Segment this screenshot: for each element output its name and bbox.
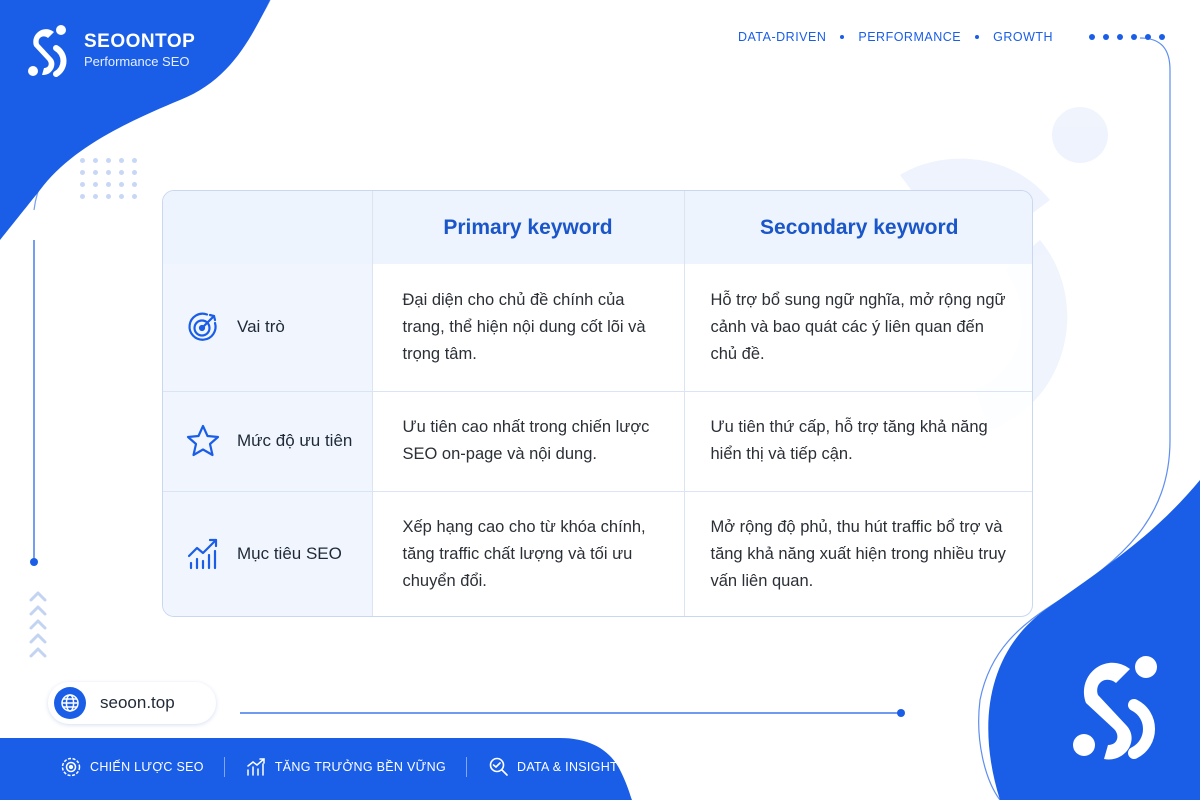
header-empty — [163, 191, 372, 264]
cell-secondary-muc-tieu-seo: Mở rộng độ phủ, thu hút traffic bổ trợ và tăng khả năng xuất hiện trong nhiều truy vấn liên quan. — [710, 517, 1006, 590]
header-primary-keyword: Primary keyword — [372, 191, 684, 264]
footer-item-chien-luoc-seo — [60, 756, 204, 778]
website-url: seoon.top — [100, 693, 175, 712]
chevron-up-decoration-icon — [28, 588, 48, 658]
globe-icon — [54, 687, 86, 719]
cell-primary-muc-do-uu-tien: Ưu tiên cao nhất trong chiến lược SEO on-page và nội dung. — [372, 391, 684, 491]
footer-item-data-insight — [487, 756, 618, 778]
row-header — [163, 491, 372, 617]
cell-secondary-muc-do-uu-tien: Ưu tiên thứ cấp, hỗ trợ tăng khả năng hiển thị và tiếp cận. — [684, 391, 1033, 491]
bar-chart-icon — [245, 756, 267, 778]
footer-divider — [466, 757, 467, 777]
cell-primary-muc-tieu-seo: Xếp hạng cao cho từ khóa chính, tăng traffic chất lượng và tối ưu chuyển đổi. — [372, 491, 684, 617]
top-nav — [738, 30, 1165, 44]
row-label-vai-tro: Vai trò — [237, 317, 285, 337]
table-header-row — [163, 191, 1033, 264]
row-label-muc-do-uu-tien: Mức độ ưu tiên — [237, 431, 353, 450]
footer-label: DATA & INSIGHT — [517, 760, 618, 774]
header-secondary-keyword: Secondary keyword — [760, 215, 959, 239]
star-icon — [185, 423, 221, 459]
keyword-comparison-table — [162, 190, 1033, 617]
table-row — [163, 491, 1033, 617]
cell-primary-vai-tro: Đại diện cho chủ đề chính của trang, thể hiện nội dung cốt lõi và trọng tâm. — [372, 264, 684, 391]
footer-label: CHIẾN LƯỢC SEO — [90, 760, 204, 774]
target-icon — [185, 309, 221, 345]
magnifier-icon — [487, 756, 509, 778]
nav-item-growth[interactable]: GROWTH — [993, 30, 1054, 44]
nav-separator-dot — [975, 35, 979, 39]
footer-divider — [224, 757, 225, 777]
cell-secondary-vai-tro: Hỗ trợ bổ sung ngữ nghĩa, mở rộng ngữ cảnh và bao quát các ý liên quan đến chủ đề. — [684, 264, 1033, 391]
footer-label: TĂNG TRƯỞNG BỀN VỮNG — [274, 760, 446, 774]
table-row — [163, 391, 1033, 491]
strategy-gear-icon — [60, 756, 82, 778]
row-header — [163, 391, 372, 491]
brand-name: SEOONTOP — [84, 31, 196, 52]
brand-tagline: Performance SEO — [84, 54, 190, 69]
decorative-dots — [1089, 34, 1165, 40]
seoontop-logo-icon — [22, 20, 74, 82]
row-header — [163, 264, 372, 391]
row-label-muc-tieu-seo: Mục tiêu SEO — [237, 544, 342, 564]
footer-item-tang-truong — [245, 756, 446, 778]
bottom-feature-bar — [60, 756, 618, 778]
dot-grid-decoration — [80, 158, 138, 199]
table-row — [163, 264, 1033, 391]
nav-item-data-driven[interactable]: DATA-DRIVEN — [738, 30, 827, 44]
nav-item-performance[interactable]: PERFORMANCE — [858, 30, 962, 44]
brand-logo[interactable] — [22, 20, 195, 82]
website-link[interactable] — [48, 682, 216, 724]
nav-separator-dot — [840, 35, 844, 39]
seoontop-large-logo-icon — [1062, 645, 1172, 765]
growth-chart-icon — [185, 536, 221, 572]
